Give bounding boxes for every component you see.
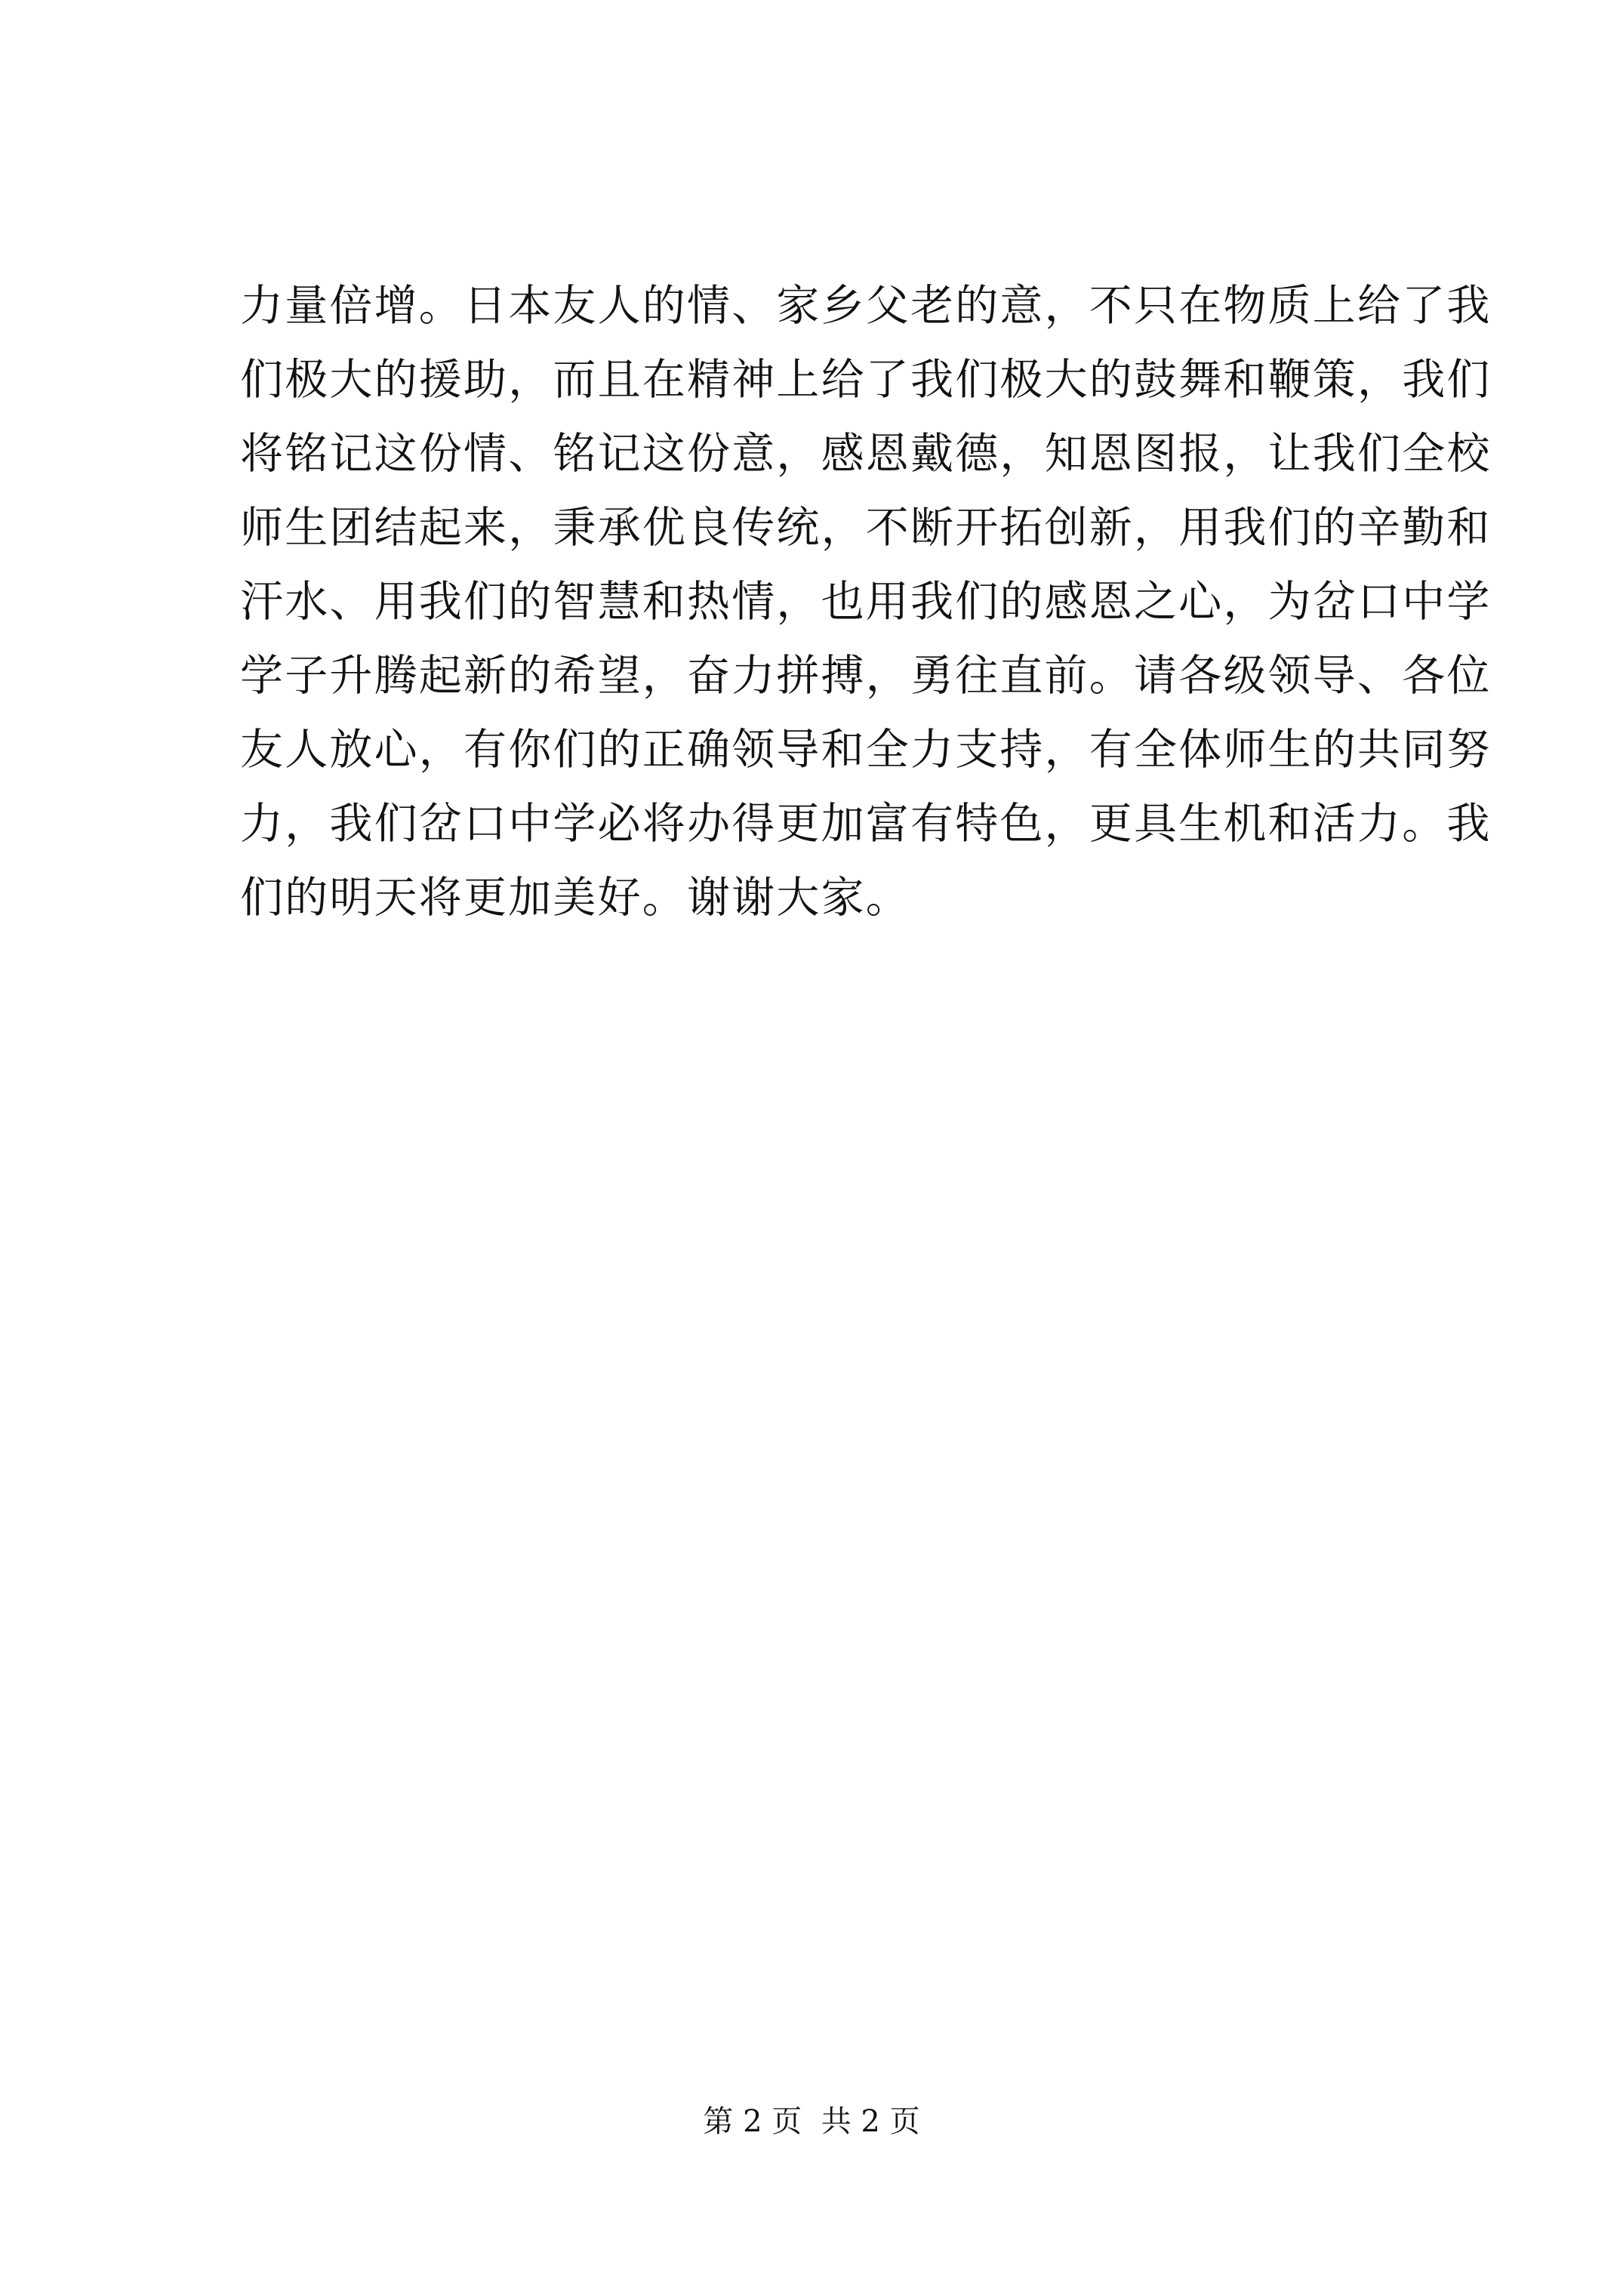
text-line: 力，我们岔口中学必将办得更加富有特色，更具生机和活力。我	[240, 799, 1492, 849]
text-line: 们极大的援助，而且在精神上给了我们极大的鼓舞和鞭策，我们	[240, 355, 1492, 405]
text-line: 力量倍增。日本友人的情、家乡父老的意，不只在物质上给了我	[240, 281, 1492, 331]
body-paragraph	[240, 269, 1492, 935]
text-line: 师生团结起来，秉承优良传统，不断开拓创新，用我们的辛勤和	[240, 503, 1492, 553]
page-number-footer: 第 2 页 共 2 页	[703, 2104, 920, 2139]
text-line: 学子升腾起新的希望，奋力拼搏，勇往直前。请各级领导、各位	[240, 651, 1492, 701]
text-line: 将铭记这份情、铭记这份意，感恩戴德，知恩图报，让我们全校	[240, 429, 1492, 479]
text-line: 友人放心，有你们的正确领导和全力支持，有全体师生的共同努	[240, 725, 1492, 775]
text-line: 们的明天将更加美好。谢谢大家。	[240, 873, 910, 923]
text-line: 汗水、用我们的智慧和热情，也用我们的感恩之心，为岔口中学	[240, 577, 1492, 627]
